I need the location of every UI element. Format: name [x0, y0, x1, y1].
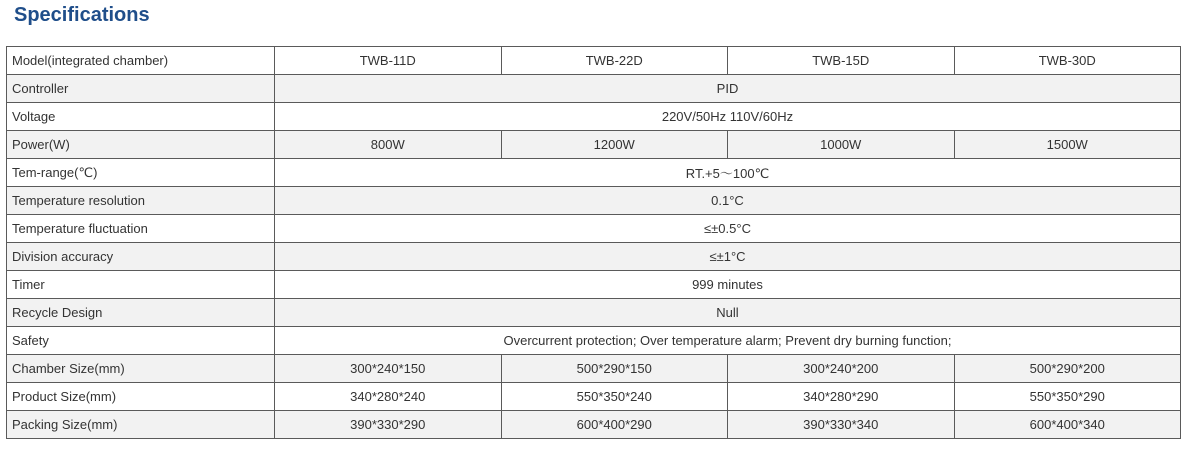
- row-label: Voltage: [7, 103, 275, 131]
- row-value: 1000W: [728, 131, 955, 159]
- row-value: 390*330*340: [728, 411, 955, 439]
- row-value: 550*350*290: [954, 383, 1181, 411]
- row-value: Overcurrent protection; Over temperature alarm; Prevent dry burning function;: [275, 327, 1181, 355]
- row-value: 300*240*200: [728, 355, 955, 383]
- row-value: 1200W: [501, 131, 728, 159]
- row-value: 0.1°C: [275, 187, 1181, 215]
- model-header: TWB-22D: [501, 47, 728, 75]
- row-value: 390*330*290: [275, 411, 502, 439]
- table-row: [7, 271, 1181, 299]
- row-value: 999 minutes: [275, 271, 1181, 299]
- specifications-table: [6, 46, 1181, 439]
- model-header: TWB-15D: [728, 47, 955, 75]
- row-value: RT.+5～100℃: [275, 159, 1181, 187]
- row-value: 800W: [275, 131, 502, 159]
- table-row: [7, 355, 1181, 383]
- table-row: [7, 187, 1181, 215]
- table-row: [7, 75, 1181, 103]
- row-label: Chamber Size(mm): [7, 355, 275, 383]
- row-value: 340*280*290: [728, 383, 955, 411]
- row-label: Timer: [7, 271, 275, 299]
- row-label: Packing Size(mm): [7, 411, 275, 439]
- row-value: 600*400*340: [954, 411, 1181, 439]
- row-label: Division accuracy: [7, 243, 275, 271]
- row-value: Null: [275, 299, 1181, 327]
- row-value: ≤±1°C: [275, 243, 1181, 271]
- model-header: TWB-11D: [275, 47, 502, 75]
- row-label: Controller: [7, 75, 275, 103]
- table-row: [7, 411, 1181, 439]
- row-value: 550*350*240: [501, 383, 728, 411]
- row-label: Power(W): [7, 131, 275, 159]
- row-value: ≤±0.5°C: [275, 215, 1181, 243]
- table-row: [7, 383, 1181, 411]
- table-row: [7, 243, 1181, 271]
- table-row: [7, 327, 1181, 355]
- row-value: 500*290*200: [954, 355, 1181, 383]
- page-title: Specifications: [14, 4, 150, 26]
- row-value: 220V/50Hz 110V/60Hz: [275, 103, 1181, 131]
- row-value: 300*240*150: [275, 355, 502, 383]
- row-value: 1500W: [954, 131, 1181, 159]
- table-row: [7, 131, 1181, 159]
- row-label: Product Size(mm): [7, 383, 275, 411]
- row-value: 600*400*290: [501, 411, 728, 439]
- row-label: Tem-range(℃): [7, 159, 275, 187]
- table-row: [7, 103, 1181, 131]
- table-row: [7, 159, 1181, 187]
- row-label: Safety: [7, 327, 275, 355]
- table-row: [7, 299, 1181, 327]
- table-header-label: Model(integrated chamber): [7, 47, 275, 75]
- table-row: [7, 215, 1181, 243]
- row-value: 500*290*150: [501, 355, 728, 383]
- specifications-table-body: [7, 47, 1181, 439]
- row-label: Temperature resolution: [7, 187, 275, 215]
- row-label: Temperature fluctuation: [7, 215, 275, 243]
- row-value: 340*280*240: [275, 383, 502, 411]
- model-header: TWB-30D: [954, 47, 1181, 75]
- row-label: Recycle Design: [7, 299, 275, 327]
- table-header-row: [7, 47, 1181, 75]
- row-value: PID: [275, 75, 1181, 103]
